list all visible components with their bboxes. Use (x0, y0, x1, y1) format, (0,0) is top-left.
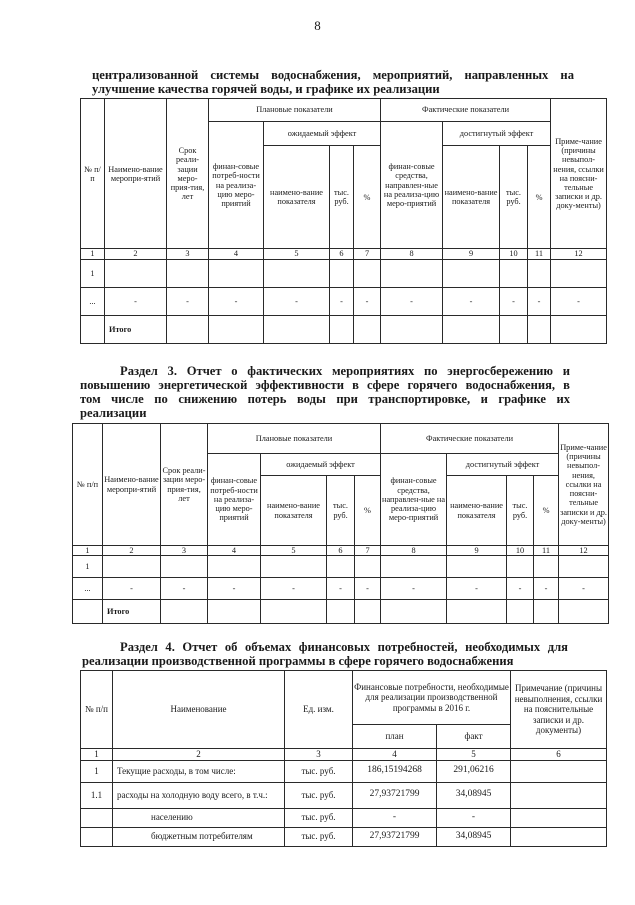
row-plan: 27,93721799 (353, 782, 437, 808)
row-unit: тыс. руб. (285, 808, 353, 827)
col-num: 8 (381, 546, 447, 556)
row-num: 1 (81, 760, 113, 782)
header-plan-fin: финан-совые потреб-ности на реализа-цию меро-приятий (208, 454, 261, 546)
header-plan: план (353, 725, 437, 749)
col-num: 9 (447, 546, 507, 556)
row-name: населению (113, 808, 285, 827)
col-num: 5 (261, 546, 327, 556)
col-num: 3 (285, 749, 353, 761)
dash-cell: - (443, 287, 500, 315)
col-num: 6 (511, 749, 607, 761)
header-name: Наименование (113, 671, 285, 749)
col-num: 2 (105, 249, 167, 259)
row-plan: 27,93721799 (353, 827, 437, 846)
header-thous: тыс. руб. (327, 476, 355, 546)
dash-cell: - (551, 287, 607, 315)
header-name: Наимено-вание меропри-ятий (105, 99, 167, 249)
row-fact: 34,08945 (437, 782, 511, 808)
col-num: 12 (551, 249, 607, 259)
table-row (73, 556, 609, 578)
dash-cell: - (105, 287, 167, 315)
header-expected: ожидаемый эффект (264, 122, 381, 146)
col-num: 6 (330, 249, 354, 259)
dash-cell: - (327, 578, 355, 600)
header-name: Наимено-вание меропри-ятий (103, 424, 161, 546)
row-name: расходы на холодную воду всего, в т.ч.: (113, 782, 285, 808)
dash-cell: - (354, 287, 381, 315)
table-row (81, 782, 607, 808)
table-row (81, 259, 607, 287)
col-num: 6 (327, 546, 355, 556)
col-num: 9 (443, 249, 500, 259)
header-ind-name: наимено-вание показателя (264, 146, 330, 249)
row-note (511, 827, 607, 846)
financial-needs-table (80, 670, 607, 847)
row-note (511, 808, 607, 827)
section2-title (92, 68, 574, 96)
row-note (511, 760, 607, 782)
section3-title-line1: Раздел 3. Отчет о фактических мероприятиях по энергосбережению и (120, 364, 570, 378)
header-note: Приме-чание (причины невыпол-нения, ссылки на поясни-тельные записки и др. доку-менты) (559, 424, 609, 546)
dash-cell: - (103, 578, 161, 600)
dash-cell: - (209, 287, 264, 315)
header-num: № п/п (81, 671, 113, 749)
row-num: 1 (73, 556, 103, 578)
measures-table-section2 (80, 98, 607, 344)
row-note (511, 782, 607, 808)
total-row (81, 315, 607, 343)
row-num (81, 827, 113, 846)
section2-title-line1: централизованной системы водоснабжения, мероприятий, направленных на (92, 68, 574, 82)
section3-title-line2: повышению энергетической эффективности в сфере горячего водоснабжения, в (80, 378, 570, 392)
col-num: 5 (437, 749, 511, 761)
col-num: 12 (559, 546, 609, 556)
dash-cell: - (559, 578, 609, 600)
header-pct: % (528, 146, 551, 249)
total-row (73, 600, 609, 624)
row-unit: тыс. руб. (285, 827, 353, 846)
dash-cell: - (447, 578, 507, 600)
header-planned: Плановые показатели (209, 99, 381, 122)
section3-title-line3: том числе по снижению потерь воды при транспортировке, и графике их (80, 392, 570, 406)
row-plan: 186,15194268 (353, 760, 437, 782)
table-row (81, 760, 607, 782)
dash-cell: - (534, 578, 559, 600)
table-row (81, 827, 607, 846)
col-num: 7 (354, 249, 381, 259)
measures-table-section3 (72, 423, 609, 624)
col-num: 1 (81, 749, 113, 761)
total-label: Итого (103, 600, 161, 624)
section3-title-line4: реализации (80, 406, 147, 420)
header-thous: тыс. руб. (330, 146, 354, 249)
row-plan: - (353, 808, 437, 827)
dash-cell: - (330, 287, 354, 315)
header-ind-name: наимено-вание показателя (447, 476, 507, 546)
col-num: 1 (73, 546, 103, 556)
header-term: Срок реали-зации меро-прия-тия, лет (161, 424, 208, 546)
header-act-fin: финан-совые средства, направлен-ные на реализа-цию меро-приятий (381, 122, 443, 249)
total-label: Итого (105, 315, 167, 343)
header-achieved: достигнутый эффект (447, 454, 559, 476)
header-pct: % (355, 476, 381, 546)
col-num: 4 (208, 546, 261, 556)
row-num (81, 808, 113, 827)
header-actual: Фактические показатели (381, 99, 551, 122)
dash-cell: - (208, 578, 261, 600)
dash-cell: - (264, 287, 330, 315)
column-numbers-row (73, 546, 609, 556)
table-row (81, 808, 607, 827)
col-num: 3 (161, 546, 208, 556)
header-expected: ожидаемый эффект (261, 454, 381, 476)
header-unit: Ед. изм. (285, 671, 353, 749)
col-num: 5 (264, 249, 330, 259)
dash-cell: - (500, 287, 528, 315)
table-row (81, 287, 607, 315)
row-fact: 291,06216 (437, 760, 511, 782)
table-row (73, 578, 609, 600)
row-num: 1.1 (81, 782, 113, 808)
header-actual: Фактические показатели (381, 424, 559, 454)
header-achieved: достигнутый эффект (443, 122, 551, 146)
column-numbers-row (81, 249, 607, 259)
col-num: 1 (81, 249, 105, 259)
header-term: Срок реали-зации меро-прия-тия, лет (167, 99, 209, 249)
col-num: 10 (507, 546, 534, 556)
col-num: 8 (381, 249, 443, 259)
dash-cell: - (161, 578, 208, 600)
dash-cell: - (381, 578, 447, 600)
row-unit: тыс. руб. (285, 782, 353, 808)
dash-cell: - (167, 287, 209, 315)
header-num: № п/п (81, 99, 105, 249)
col-num: 4 (209, 249, 264, 259)
header-plan-fin: финан-совые потреб-ности на реализа-цию меро-приятий (209, 122, 264, 249)
row-name: бюджетным потребителям (113, 827, 285, 846)
dash-cell: - (381, 287, 443, 315)
col-num: 2 (103, 546, 161, 556)
col-num: 7 (355, 546, 381, 556)
header-act-fin: финан-совые средства, направлен-ные на реализа-цию меро-приятий (381, 454, 447, 546)
section4-title-line1: Раздел 4. Отчет об объемах финансовых потребностей, необходимых для (120, 640, 568, 654)
row-num: 1 (81, 259, 105, 287)
col-num: 11 (528, 249, 551, 259)
header-ind-name: наимено-вание показателя (261, 476, 327, 546)
row-fact: - (437, 808, 511, 827)
row-num: ... (81, 287, 105, 315)
dash-cell: - (355, 578, 381, 600)
header-ind-name: наимено-вание показателя (443, 146, 500, 249)
header-num: № п/п (73, 424, 103, 546)
page-number: 8 (314, 18, 321, 33)
column-numbers-row (81, 749, 607, 761)
col-num: 3 (167, 249, 209, 259)
dash-cell: - (507, 578, 534, 600)
col-num: 10 (500, 249, 528, 259)
section4-title-line2: реализации производственной программы в сфере горячего водоснабжения (82, 654, 514, 668)
header-pct: % (354, 146, 381, 249)
col-num: 11 (534, 546, 559, 556)
header-fin: Финансовые потребности, необходимые для реализации производственной программы в 2016 г. (353, 671, 511, 725)
dash-cell: - (261, 578, 327, 600)
header-thous: тыс. руб. (500, 146, 528, 249)
header-planned: Плановые показатели (208, 424, 381, 454)
section4-title (82, 640, 568, 668)
dash-cell: - (528, 287, 551, 315)
col-num: 2 (113, 749, 285, 761)
col-num: 4 (353, 749, 437, 761)
row-fact: 34,08945 (437, 827, 511, 846)
header-note: Примечание (причины невыполнения, ссылки на пояснительные записки и др. документы) (511, 671, 607, 749)
row-name: Текущие расходы, в том числе: (113, 760, 285, 782)
header-note: Приме-чание (причины невыпол-нения, ссылки на поясни-тельные записки и др. доку-менты) (551, 99, 607, 249)
header-pct: % (534, 476, 559, 546)
header-fact: факт (437, 725, 511, 749)
header-thous: тыс. руб. (507, 476, 534, 546)
section2-title-line2: улучшение качества горячей воды, и графике их реализации (92, 82, 440, 96)
row-num: ... (73, 578, 103, 600)
row-unit: тыс. руб. (285, 760, 353, 782)
section3-title (80, 364, 570, 420)
